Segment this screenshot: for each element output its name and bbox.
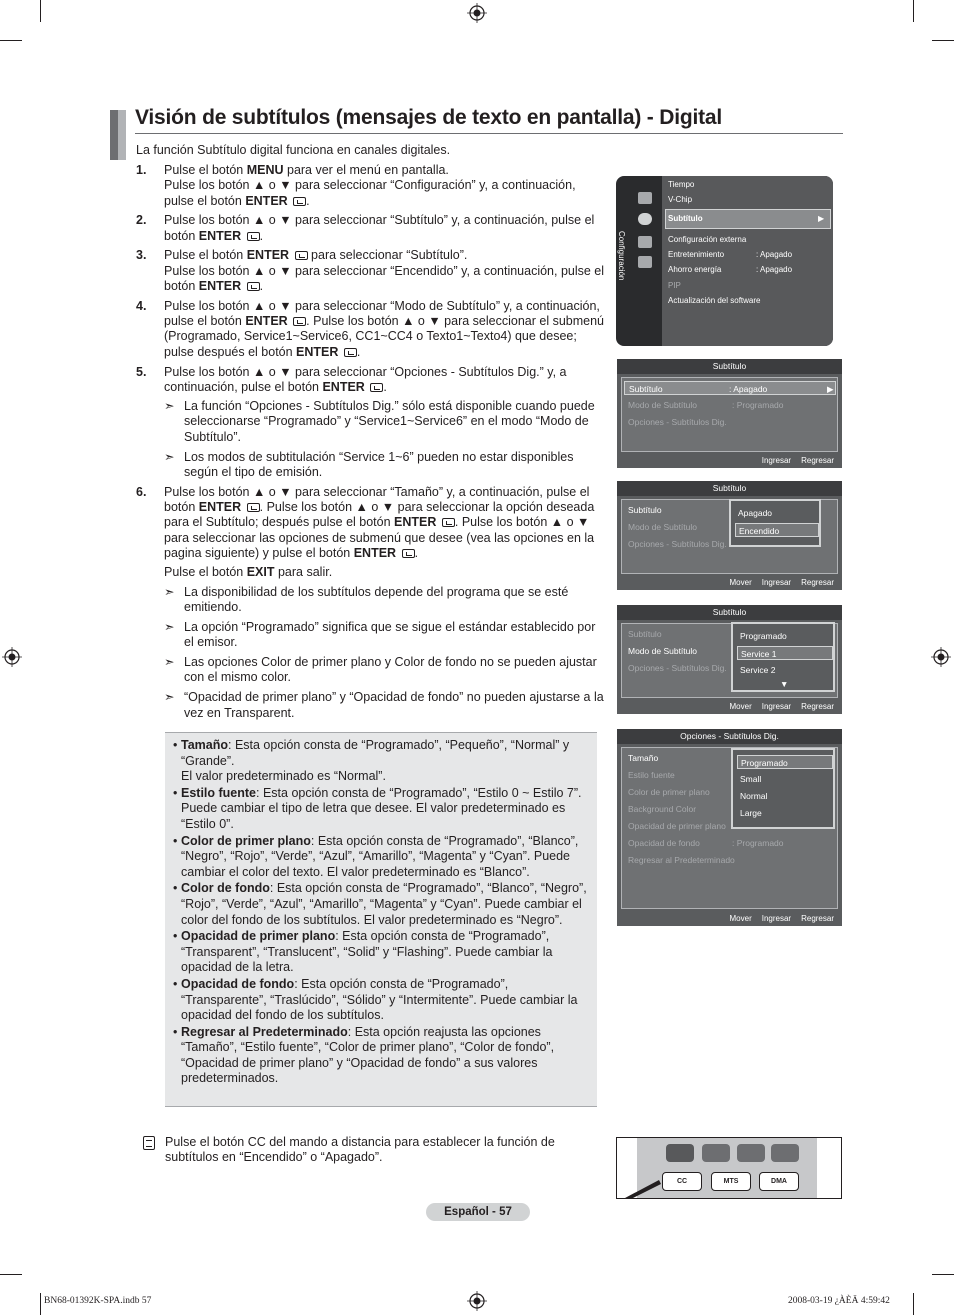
- step: [136, 299, 608, 360]
- popup-option[interactable]: Normal: [740, 791, 768, 801]
- menu-item[interactable]: V-Chip: [668, 195, 693, 204]
- menu-row[interactable]: Opacidad de primer plano: [628, 821, 726, 831]
- menu-header: Subtítulo: [617, 605, 842, 620]
- menu-side-label: Configuración: [617, 231, 626, 281]
- menu-row[interactable]: Estilo fuente: [628, 770, 675, 780]
- crop-mark: [0, 1274, 22, 1275]
- option-text: Estilo fuente: Esta opción consta de “Programado”, “Estilo 0 ~ Estilo 7”. Puede cambiar el tipo de letra que desee. El valor predeterminado es “Estilo 0”.: [181, 785, 582, 831]
- menu-row-value: : Programado: [732, 400, 784, 410]
- note: [164, 655, 608, 686]
- menu-footer: [617, 453, 842, 468]
- menu-row[interactable]: Color de primer plano: [628, 787, 710, 797]
- enter-hint: Ingresar: [761, 578, 792, 587]
- note: [164, 399, 608, 445]
- note-text: Las opciones Color de primer plano y Color de fondo no se pueden ajustar con el mismo color.: [184, 655, 597, 685]
- cc-note-text: Pulse el botón CC del mando a distancia para establecer la función de subtítulos en “Encendido” o “Apagado”.: [165, 1135, 555, 1165]
- move-hint: Mover: [729, 914, 752, 923]
- page-number: Español - 57: [426, 1203, 530, 1221]
- mts-button[interactable]: MTS: [711, 1172, 751, 1191]
- move-hint: Mover: [729, 578, 752, 587]
- menu-row[interactable]: Subtítulo: [628, 629, 662, 639]
- menu-footer: [617, 699, 842, 714]
- bullet-icon: •: [173, 881, 178, 896]
- configuration-menu-screen: [616, 176, 833, 346]
- footer-timestamp: 2008-03-19 ¿ÀÈÄ 4:59:42: [788, 1296, 890, 1306]
- step-number: 1.: [136, 163, 147, 177]
- note-text: La opción “Programado” significa que se sigue el estándar establecido por el emisor.: [184, 620, 596, 650]
- note-arrow-icon: ➣: [164, 399, 175, 414]
- menu-item-label: Ahorro energía: [668, 265, 722, 274]
- crop-mark: [932, 1274, 954, 1275]
- scroll-down-icon[interactable]: ▼: [780, 679, 789, 689]
- menu-row[interactable]: Opciones - Subtítulos Dig.: [628, 663, 727, 673]
- option-text: Opacidad de primer plano: Esta opción consta de “Programado”, “Transparent”, “Translucent”, “Solid” y “Flashing”. Puede cambiar la opacidad de la letra.: [181, 929, 553, 975]
- color-button[interactable]: [771, 1144, 799, 1162]
- step: [136, 248, 608, 294]
- menu-item-value: : Apagado: [756, 250, 793, 259]
- note-arrow-icon: ➣: [164, 690, 175, 705]
- step: [136, 485, 608, 721]
- cc-note: [143, 1135, 583, 1166]
- menu-item-label: Entretenimiento: [668, 250, 725, 259]
- return-hint: Regresar: [801, 578, 834, 587]
- option-item: [173, 834, 589, 881]
- dma-button[interactable]: DMA: [759, 1172, 799, 1191]
- subtitle-onoff-screen: [617, 481, 842, 590]
- memo-icon: [143, 1136, 155, 1150]
- menu-row[interactable]: [628, 415, 727, 429]
- enter-hint: Ingresar: [761, 914, 792, 923]
- step-number: 5.: [136, 364, 147, 379]
- picture-icon: [638, 192, 652, 204]
- menu-item[interactable]: Tiempo: [668, 180, 695, 189]
- crop-mark: [932, 40, 954, 41]
- menu-item-label: Subtítulo: [668, 214, 703, 223]
- crop-mark: [40, 0, 41, 22]
- menu-body: [621, 377, 838, 452]
- option-item: [173, 881, 589, 928]
- note-text: La disponibilidad de los subtítulos depende del programa que se esté emitiendo.: [184, 584, 569, 615]
- crop-mark: [0, 40, 22, 41]
- step-text: Pulse los botón ▲ o ▼ para seleccionar “Subtítulo” y, a continuación, pulse el botón ENTER .: [164, 213, 595, 243]
- step-number: 2.: [136, 213, 147, 228]
- bullet-icon: •: [173, 833, 178, 848]
- bullet-icon: •: [173, 929, 178, 944]
- note-arrow-icon: ➣: [164, 449, 175, 464]
- enter-hint: Ingresar: [761, 702, 792, 711]
- menu-row-label: Subtítulo: [629, 384, 663, 394]
- step-text: Pulse los botón ▲ o ▼ para seleccionar “Modo de Subtítulo” y, a continuación, pulse el botón ENTER . Pulse los botón ▲ o ▼ para seleccionar el submenú (Programado, Service1~Service6, CC1~CC4 o Texto1~Texto4) que desee; pulse después el botón ENTER .: [164, 298, 604, 359]
- menu-item[interactable]: [668, 250, 793, 259]
- color-button[interactable]: [702, 1144, 730, 1162]
- popup-option[interactable]: Apagado: [738, 508, 773, 518]
- option-popup: [731, 622, 835, 692]
- menu-row-label: Opacidad de fondo: [628, 838, 700, 848]
- input-icon: [638, 236, 652, 248]
- bullet-icon: •: [173, 976, 178, 991]
- menu-row-selected[interactable]: [624, 381, 836, 395]
- popup-option[interactable]: Programado: [740, 631, 787, 641]
- intro-text: La función Subtítulo digital funciona en canales digitales.: [136, 143, 451, 157]
- menu-row[interactable]: Subtítulo: [628, 505, 662, 515]
- step: [136, 213, 608, 244]
- option-popup: [729, 499, 821, 547]
- pointer-arrow-icon: [623, 1172, 663, 1199]
- title-divider: [135, 133, 843, 134]
- option-item: [173, 929, 589, 976]
- option-text: Tamaño: Esta opción consta de “Programado”, “Pequeño”, “Normal” y “Grande”. El valor predeterminado es “Normal”.: [181, 738, 570, 784]
- menu-item[interactable]: Configuración externa: [668, 235, 747, 244]
- menu-arrow-icon: ▶: [827, 384, 834, 394]
- note-text: “Opacidad de primer plano” y “Opacidad de fondo” no pueden ajustarse a la vez en Transparent.: [184, 690, 604, 720]
- menu-item[interactable]: Actualización del software: [668, 296, 761, 305]
- menu-arrow-icon: ▶: [818, 214, 825, 223]
- option-text: Opacidad de fondo: Esta opción consta de “Programado”, “Transparente”, “Traslúcido”, “Sólido” y “Intermitente”. Puede cambiar la opacidad del fondo de los subtítulos.: [181, 976, 578, 1023]
- note: [164, 585, 608, 616]
- registration-mark-icon: [467, 1291, 487, 1311]
- popup-option-selected[interactable]: Service 1: [737, 646, 833, 660]
- return-hint: Regresar: [801, 456, 834, 465]
- options-box: [165, 732, 597, 1107]
- menu-row-value: : Apagado: [729, 384, 768, 394]
- popup-option[interactable]: Large: [740, 808, 762, 818]
- menu-header: Subtítulo: [617, 359, 842, 374]
- crop-mark: [913, 1293, 914, 1315]
- option-text: Color de fondo: Esta opción consta de “Programado”, “Blanco”, “Negro”, “Rojo”, “Verde”, “Azul”, “Amarillo”, “Magenta” y “Cyan”. Puede cambiar el color del fondo de los subtítulos. El valor predeterminado es “Negro”.: [181, 881, 587, 927]
- popup-option-selected[interactable]: Programado: [737, 755, 833, 769]
- menu-row[interactable]: [628, 836, 784, 850]
- menu-item-value: : Apagado: [756, 265, 793, 274]
- color-button[interactable]: [666, 1144, 694, 1162]
- menu-header: Subtítulo: [617, 481, 842, 496]
- note-text: La función “Opciones - Subtítulos Dig.” sólo está disponible cuando puede seleccionarse “Programado” y “Service1~Service6” en el modo “Modo de Subtítulo”.: [184, 399, 595, 444]
- menu-row[interactable]: [628, 398, 784, 412]
- menu-row-label: Opciones - Subtítulos Dig.: [628, 417, 727, 427]
- step-notes: [164, 399, 608, 480]
- option-item: [173, 1025, 589, 1087]
- gear-icon: [638, 213, 652, 225]
- note-arrow-icon: ➣: [164, 620, 175, 635]
- title-accent-bar: [118, 110, 126, 160]
- channel-icon: [638, 256, 652, 268]
- menu-header: Opciones - Subtítulos Dig.: [617, 729, 842, 744]
- menu-row[interactable]: Regresar al Predeterminado: [628, 855, 735, 865]
- step-number: 3.: [136, 248, 147, 263]
- color-button[interactable]: [737, 1144, 765, 1162]
- step-text: Pulse el botón ENTER para seleccionar “Subtítulo”. Pulse los botón ▲ o ▼ para seleccionar “Encendido” y, a continuación, pulse el botón ENTER .: [164, 248, 605, 294]
- move-hint: Mover: [729, 702, 752, 711]
- note: [164, 620, 608, 651]
- page-title: Visión de subtítulos (mensajes de texto en pantalla) - Digital: [135, 106, 722, 129]
- note-arrow-icon: ➣: [164, 655, 175, 670]
- bullet-icon: •: [173, 738, 178, 752]
- step: [136, 163, 608, 209]
- note: [164, 690, 608, 721]
- return-hint: Regresar: [801, 702, 834, 711]
- menu-row-label: Modo de Subtítulo: [628, 400, 697, 410]
- menu-row[interactable]: Background Color: [628, 804, 697, 814]
- cc-button[interactable]: CC: [662, 1172, 702, 1191]
- crop-mark: [40, 1293, 41, 1315]
- option-item: [173, 738, 589, 785]
- step-text: Pulse los botón ▲ o ▼ para seleccionar “Tamaño” y, a continuación, pulse el botón ENTER . Pulse los botón ▲ o ▼ para seleccionar la opción deseada para el Subtítulo; después pulse el botón ENTER . Pulse los botón ▲ o ▼ para seleccionar las opciones de submenú que desee (vea las opciones en la pagina siguiente) y pulse el botón ENTER .: [164, 484, 595, 560]
- menu-item[interactable]: PIP: [668, 281, 681, 290]
- option-text: Color de primer plano: Esta opción consta de “Programado”, “Blanco”, “Negro”, “Rojo”, “Verde”, “Azul”, “Amarillo”, “Magenta” y “Cyan”. Puede cambiar el color del texto. El valor predeterminado es “Blanco”.: [181, 833, 579, 879]
- menu-row[interactable]: Tamaño: [628, 753, 659, 763]
- step-notes: [164, 565, 608, 721]
- registration-mark-icon: [2, 647, 22, 667]
- option-item: [173, 977, 589, 1024]
- menu-item[interactable]: [668, 265, 793, 274]
- menu-footer: [617, 911, 842, 926]
- subtitle-mode-screen: [617, 605, 842, 714]
- menu-row[interactable]: Modo de Subtítulo: [628, 646, 697, 656]
- option-text: Regresar al Predeterminado: Esta opción reajusta las opciones “Tamaño”, “Estilo fuente”, “Color de primer plano”, “Color de fondo”, “Opacidad de primer plano” y “Opacidad de fondo” a sus valores predeterminados.: [181, 1024, 555, 1086]
- remote-control-illustration: [616, 1137, 842, 1199]
- crop-mark: [913, 0, 914, 22]
- digital-options-screen: [617, 729, 842, 926]
- popup-option[interactable]: Small: [740, 774, 762, 784]
- step: [136, 365, 608, 481]
- popup-option[interactable]: Service 2: [740, 665, 776, 675]
- menu-item-selected[interactable]: [668, 214, 703, 223]
- menu-row[interactable]: Opciones - Subtítulos Dig.: [628, 539, 727, 549]
- return-hint: Regresar: [801, 914, 834, 923]
- menu-footer: [617, 575, 842, 590]
- option-item: [173, 786, 589, 833]
- footer-file: BN68-01392K-SPA.indb 57: [44, 1296, 152, 1306]
- step-number: 4.: [136, 298, 147, 313]
- bullet-icon: •: [173, 785, 178, 800]
- note: [164, 450, 608, 481]
- popup-option-selected[interactable]: Encendido: [735, 523, 819, 537]
- bullet-icon: •: [173, 1024, 178, 1039]
- exit-instruction: Pulse el botón EXIT para salir.: [164, 565, 333, 580]
- menu-row[interactable]: Modo de Subtítulo: [628, 522, 697, 532]
- subtitle-menu-screen: [617, 359, 842, 468]
- enter-hint: Ingresar: [761, 456, 792, 465]
- step-text: Pulse los botón ▲ o ▼ para seleccionar “Opciones - Subtítulos Dig.” y, a continuación, pulse el botón ENTER .: [164, 364, 567, 394]
- registration-mark-icon: [467, 3, 487, 23]
- step-text: Pulse el botón MENU para ver el menú en pantalla. Pulse los botón ▲ o ▼ para seleccionar “Configuración” y, a continuación, pulse el botón ENTER .: [164, 163, 576, 208]
- menu-row-value: : Programado: [732, 838, 784, 848]
- registration-mark-icon: [931, 647, 951, 667]
- step-number: 6.: [136, 484, 147, 499]
- note-text: Los modos de subtitulación “Service 1~6” pueden no estar disponibles según el tipo de emisión.: [184, 449, 574, 479]
- steps-list: [136, 163, 608, 725]
- option-popup: [731, 748, 835, 829]
- note-arrow-icon: ➣: [164, 584, 175, 599]
